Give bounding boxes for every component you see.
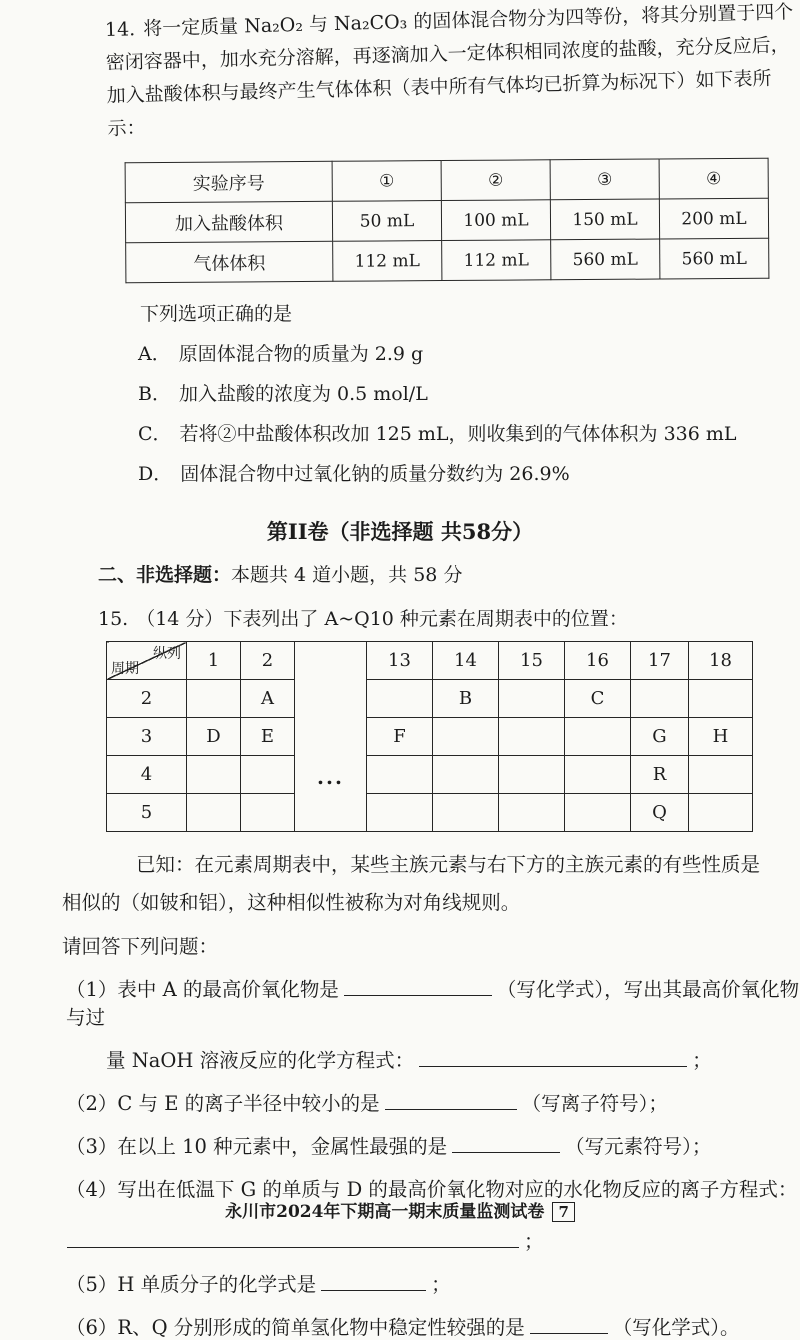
question-14-text: 将一定质量 Na₂O₂ 与 Na₂CO₃ 的固体混合物分为四等份，将其分别置于四个密闭容器中，加水充分溶解，再逐滴加入一定体积相同浓度的盐酸，充分反应后，加入盐酸体积与最终产生气体体积（表中所有气体均已折算为标况下）如下表所示： — [105, 1, 794, 141]
grid-header-row — [107, 642, 753, 680]
grid-cell — [367, 794, 433, 832]
table-col-4: ④ — [659, 158, 768, 199]
answer-prompt: 请回答下列问题： — [62, 935, 219, 958]
table-row — [126, 238, 769, 282]
question-15-number: 15. — [98, 608, 129, 630]
q14-question-stem: 下列选项正确的是 — [140, 303, 293, 325]
grid-cell-element-H: H — [689, 718, 753, 756]
question-15 — [98, 604, 800, 631]
part-6-hint: （写化学式）。 — [612, 1316, 740, 1339]
grid-cell — [689, 756, 753, 794]
grid-cell — [187, 680, 241, 718]
grid-cell — [367, 680, 433, 718]
option-c-label: C． — [138, 423, 172, 445]
question-15-intro: （14 分）下表列出了 A~Q10 种元素在周期表中的位置： — [136, 608, 628, 630]
grid-cell — [631, 680, 689, 718]
grid-period-3-row — [107, 718, 753, 756]
known-note: 已知：在元素周期表中，某些主族元素与右下方的主族元素的有些性质是相似的（如铍和铝），这种相似性被称为对角线规则。 — [62, 853, 761, 914]
part-4-text: （4）写出在低温下 G 的单质与 D 的最高价氧化物对应的水化物反应的离子方程式： — [66, 1178, 798, 1201]
gas-volume-2: 112 mL — [442, 240, 551, 281]
question-14-number: 14. — [104, 18, 136, 42]
option-a-text: 原固体混合物的质量为 2.9 g — [178, 343, 424, 365]
grid-cell-element-D: D — [187, 718, 241, 756]
grid-cell — [565, 794, 631, 832]
part-1-text: （1）表中 A 的最高价氧化物是 — [66, 978, 339, 1001]
option-d-label: D． — [138, 463, 173, 485]
acid-volume-1: 50 mL — [332, 201, 441, 242]
grid-col-17: 17 — [631, 642, 689, 680]
grid-cell — [499, 756, 565, 794]
grid-cell — [367, 756, 433, 794]
grid-cell — [433, 794, 499, 832]
grid-cell — [565, 718, 631, 756]
table-header-experiment: 实验序号 — [125, 161, 332, 202]
table-col-2: ② — [441, 160, 550, 201]
table-col-1: ① — [332, 161, 441, 202]
option-a — [138, 339, 800, 366]
table-col-3: ③ — [550, 159, 659, 200]
section-2-title: 第II卷（非选择题 共58分） — [266, 519, 534, 544]
part-3-text: （3）在以上 10 种元素中，金属性最强的是 — [66, 1135, 448, 1158]
question-14 — [105, 0, 798, 146]
table-header-acid-volume: 加入盐酸体积 — [125, 201, 332, 242]
option-c-text: 若将②中盐酸体积改加 125 mL，则收集到的气体体积为 336 mL — [179, 423, 737, 445]
grid-col-1: 1 — [187, 642, 241, 680]
ellipsis-label: ... — [317, 764, 344, 789]
grid-cell — [433, 718, 499, 756]
answer-blank — [419, 1051, 687, 1067]
option-d-text: 固体混合物中过氧化钠的质量分数约为 26.9% — [180, 463, 570, 485]
section-2-subtitle-bold: 二、非选择题： — [98, 564, 232, 586]
grid-col-2: 2 — [241, 642, 295, 680]
q15-part-4-blank-line — [62, 1226, 800, 1254]
answer-blank — [385, 1094, 517, 1110]
grid-cell-element-C: C — [565, 680, 631, 718]
acid-volume-3: 150 mL — [550, 199, 659, 240]
grid-period-4-row — [107, 756, 753, 794]
grid-cell-element-Q: Q — [631, 794, 689, 832]
period-label: 3 — [107, 718, 187, 756]
period-label: 4 — [107, 756, 187, 794]
option-b-text: 加入盐酸的浓度为 0.5 mol/L — [178, 383, 428, 405]
option-b — [138, 379, 800, 406]
q14-data-table — [125, 158, 770, 283]
part-5-text: （5）H 单质分子的化学式是 — [66, 1273, 317, 1296]
page-number: 7 — [552, 1202, 574, 1222]
q15-part-1-line-2 — [106, 1045, 800, 1073]
period-label: 2 — [107, 680, 187, 718]
grid-corner-cell — [107, 642, 187, 680]
grid-cell — [187, 756, 241, 794]
part-2-hint: （写离子符号）； — [521, 1092, 668, 1115]
grid-cell — [187, 794, 241, 832]
page-footer — [0, 1197, 800, 1222]
grid-cell — [565, 756, 631, 794]
option-a-label: A． — [138, 343, 171, 365]
grid-cell-element-R: R — [631, 756, 689, 794]
answer-blank — [530, 1318, 608, 1334]
grid-col-15: 15 — [499, 642, 565, 680]
part-1-hint: （写化学式），写出其最高价氧化物与过 — [66, 978, 800, 1029]
corner-label-column: 纵列 — [153, 646, 181, 662]
answer-blank — [67, 1232, 519, 1248]
option-b-label: B． — [138, 383, 171, 405]
grid-cell — [433, 756, 499, 794]
q15-part-3 — [66, 1131, 800, 1159]
answer-blank — [452, 1137, 560, 1153]
option-d — [138, 459, 800, 486]
grid-cell — [689, 680, 753, 718]
grid-period-2-row — [107, 680, 753, 718]
gas-volume-4: 560 mL — [660, 238, 769, 279]
section-2-subtitle-rest: 本题共 4 道小题，共 58 分 — [231, 564, 463, 586]
answer-blank — [344, 980, 492, 996]
periodic-position-grid — [106, 641, 753, 832]
grid-cell-element-E: E — [241, 718, 295, 756]
grid-cell — [499, 718, 565, 756]
option-c — [138, 419, 800, 446]
gas-volume-1: 112 mL — [333, 241, 442, 282]
grid-cell — [499, 794, 565, 832]
acid-volume-4: 200 mL — [659, 198, 768, 239]
part-1-punct: ； — [692, 1049, 712, 1072]
answer-blank — [321, 1275, 426, 1291]
grid-cell-element-F: F — [367, 718, 433, 756]
grid-col-16: 16 — [565, 642, 631, 680]
acid-volume-2: 100 mL — [441, 200, 550, 241]
corner-label-period: 周期 — [111, 661, 139, 677]
gas-volume-3: 560 mL — [551, 239, 660, 280]
part-2-text: （2）C 与 E 的离子半径中较小的是 — [66, 1092, 380, 1115]
period-label: 5 — [107, 794, 187, 832]
part-4-punct: ； — [524, 1230, 544, 1253]
q15-part-1-line-1 — [66, 974, 800, 1030]
grid-col-18: 18 — [689, 642, 753, 680]
grid-cell — [241, 794, 295, 832]
grid-cell-element-B: B — [433, 680, 499, 718]
table-row — [125, 198, 768, 242]
grid-cell — [499, 680, 565, 718]
table-row — [125, 158, 768, 202]
footer-title: 永川市2024年下期高一期末质量监测试卷 — [225, 1202, 545, 1222]
grid-period-5-row — [107, 794, 753, 832]
section-2-subtitle — [98, 560, 800, 587]
grid-cell-element-A: A — [241, 680, 295, 718]
part-3-hint: （写元素符号）； — [565, 1135, 712, 1158]
part-6-text: （6）R、Q 分别形成的简单氢化物中稳定性较强的是 — [66, 1316, 525, 1339]
q15-part-6 — [66, 1312, 800, 1340]
grid-cell — [241, 756, 295, 794]
q15-part-5 — [66, 1269, 800, 1297]
q15-part-2 — [66, 1088, 800, 1116]
part-5-punct: ； — [431, 1273, 451, 1296]
grid-cell — [689, 794, 753, 832]
part-1-text-continued: 量 NaOH 溶液反应的化学方程式： — [106, 1049, 415, 1072]
table-header-gas-volume: 气体体积 — [126, 241, 333, 282]
grid-col-13: 13 — [367, 642, 433, 680]
grid-gap-column — [295, 642, 367, 832]
grid-col-14: 14 — [433, 642, 499, 680]
grid-cell-element-G: G — [631, 718, 689, 756]
